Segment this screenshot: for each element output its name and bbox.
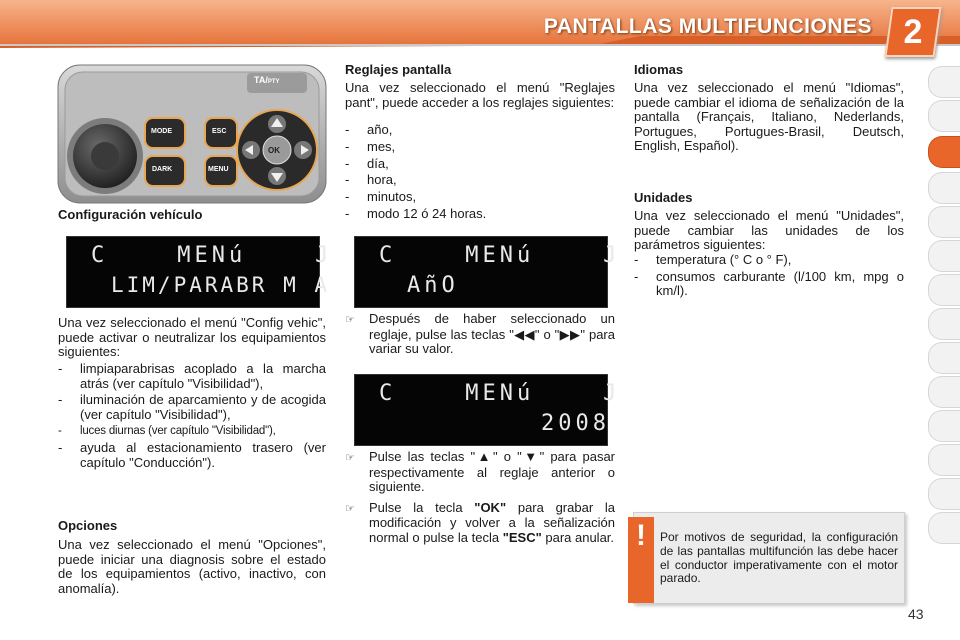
bullet-hand-icon: ☞ [345, 502, 355, 515]
dash: - [58, 361, 63, 376]
unidades-text: Una vez seleccionado el menú "Unidades", puede cambiar las unidades de los parámetros siguientes: [634, 208, 904, 253]
list-item-text: mes, [367, 138, 396, 154]
side-tab[interactable] [928, 342, 960, 374]
bullet-text: Después de haber seleccionado un reglaje, pulse las teclas "◀◀" o "▶▶" para variar su valor. [369, 311, 615, 357]
side-tab[interactable] [928, 240, 960, 272]
control-panel-drawing [57, 64, 327, 204]
bullet-block-2 [345, 450, 615, 552]
menu-button-label: MENU [208, 166, 229, 173]
side-tab[interactable] [928, 478, 960, 510]
dash: - [345, 205, 350, 221]
list-item-text: hora, [367, 172, 397, 188]
list-item-text: luces diurnas (ver capítulo "Visibilidad"), [80, 425, 276, 438]
lcd-line-2: 2008 [541, 411, 610, 436]
list-item-text: iluminación de aparcamiento y de acogida (ver capítulo "Visibilidad"), [80, 392, 326, 422]
bullet-item [345, 450, 615, 495]
list-item [345, 207, 615, 222]
side-tab[interactable] [928, 172, 960, 204]
config-list [58, 362, 326, 472]
mode-button-label: MODE [151, 128, 172, 135]
unidades-list [634, 253, 904, 301]
lcd-line-1: C MENú J [379, 381, 621, 406]
reglajes-list [345, 123, 615, 224]
lcd-line-1: C MENú J [379, 243, 621, 268]
list-item [634, 270, 904, 299]
list-item-text: ayuda al estacionamiento trasero (ver capítulo "Conducción"). [80, 439, 326, 470]
side-tab[interactable] [928, 410, 960, 442]
warning-text: Por motivos de seguridad, la configuración de las pantallas multifunción las debe hacer el conductor imperativamente con el motor parado. [660, 530, 898, 586]
lcd-line-2: AñO [407, 273, 459, 298]
ta-label: TA/ [254, 75, 268, 85]
lcd-display-config [66, 236, 333, 308]
list-item-text: año, [367, 122, 393, 137]
bullet-block-1 [345, 312, 615, 363]
dash: - [58, 392, 63, 408]
dash: - [345, 172, 350, 188]
list-item [58, 393, 326, 422]
side-tab[interactable] [928, 512, 960, 544]
lcd-display-ano [354, 236, 621, 308]
list-item-text: modo 12 ó 24 horas. [367, 205, 487, 221]
config-intro: Una vez seleccionado el menú "Config vehic", puede activar o neutralizar los equipamientos siguientes: [58, 315, 326, 360]
ok-button-label: OK [268, 146, 280, 155]
side-tab[interactable] [928, 308, 960, 340]
side-tab[interactable] [928, 274, 960, 306]
list-item [345, 190, 615, 205]
pty-label: PTY [267, 79, 280, 85]
warning-mark: ! [636, 519, 646, 552]
dash: - [634, 252, 639, 267]
list-item-text: minutos, [367, 189, 417, 205]
dark-button-label: DARK [152, 166, 173, 173]
side-tab-active[interactable] [928, 136, 960, 168]
opciones-heading: Opciones [58, 518, 118, 533]
lcd-display-year [354, 374, 621, 446]
dash: - [345, 138, 350, 154]
side-tab[interactable] [928, 376, 960, 408]
list-item-text: temperatura (° C o ° F), [656, 252, 792, 267]
list-item [345, 173, 615, 188]
page-title: PANTALLAS MULTIFUNCIONES [543, 15, 872, 38]
reglajes-intro: Una vez seleccionado el menú "Reglajes pant", puede acceder a los reglajes siguientes: [345, 80, 615, 110]
ta-button-label [254, 75, 280, 85]
side-tab[interactable] [928, 206, 960, 238]
chapter-badge [884, 7, 941, 57]
dash: - [58, 425, 62, 438]
bullet-text: para anular. [541, 529, 615, 545]
dash: - [345, 122, 350, 137]
bullet-text: Pulse las teclas "▲" o "▼" para pasar respectivamente al reglaje anterior o siguiente. [369, 449, 615, 495]
bullet-item [345, 501, 615, 546]
list-item [345, 140, 615, 155]
bullet-item [345, 312, 615, 357]
unidades-heading: Unidades [634, 190, 693, 205]
list-item [345, 157, 615, 172]
dash: - [58, 439, 63, 455]
list-item-text: limpiaparabrisas acoplado a la marcha atrás (ver capítulo "Visibilidad"), [80, 361, 326, 391]
dash: - [345, 155, 350, 171]
dash: - [345, 189, 350, 205]
idiomas-heading: Idiomas [634, 62, 684, 77]
bullet-text: para grabar la modificación y volver a la señalización normal o pulse la tecla [369, 499, 615, 545]
esc-button-label: ESC [212, 128, 227, 135]
lcd-line-2: LIM/PARABR M A [111, 273, 331, 297]
warning-icon [628, 517, 654, 603]
side-tab[interactable] [928, 100, 960, 132]
page-number: 43 [908, 606, 924, 622]
list-item [634, 253, 904, 268]
list-item [345, 123, 615, 138]
reglajes-heading: Reglajes pantalla [345, 62, 452, 77]
list-item [58, 424, 326, 439]
opciones-text: Una vez seleccionado el menú "Opciones", puede iniciar una diagnosis sobre el estado de los equipamientos (activo, inactivo, con anomalía). [58, 537, 326, 596]
bullet-hand-icon: ☞ [345, 452, 355, 464]
esc-key-label: "ESC" [502, 529, 542, 545]
bullet-text: Pulse la tecla [369, 499, 475, 515]
lcd-line-1: C MENú J [91, 243, 333, 268]
list-item [58, 441, 326, 470]
side-tab[interactable] [928, 444, 960, 476]
control-panel-illustration [57, 64, 327, 204]
chapter-number: 2 [903, 13, 923, 51]
idiomas-text: Una vez seleccionado el menú "Idiomas", puede cambiar el idioma de señalización de la pantalla (Français, Italiano, Nederlands, Portugues, Portugues-Brasil, Deutsch, English, Español). [634, 80, 904, 154]
list-item-text: día, [367, 155, 389, 171]
bullet-hand-icon: ☞ [345, 314, 355, 326]
list-item [58, 362, 326, 391]
list-item-text: consumos carburante (l/100 km, mpg o km/l). [656, 268, 904, 299]
dash: - [634, 268, 639, 284]
ok-key-label: "OK" [474, 499, 507, 515]
caption-configuracion: Configuración vehículo [58, 207, 203, 222]
side-tab[interactable] [928, 66, 960, 98]
